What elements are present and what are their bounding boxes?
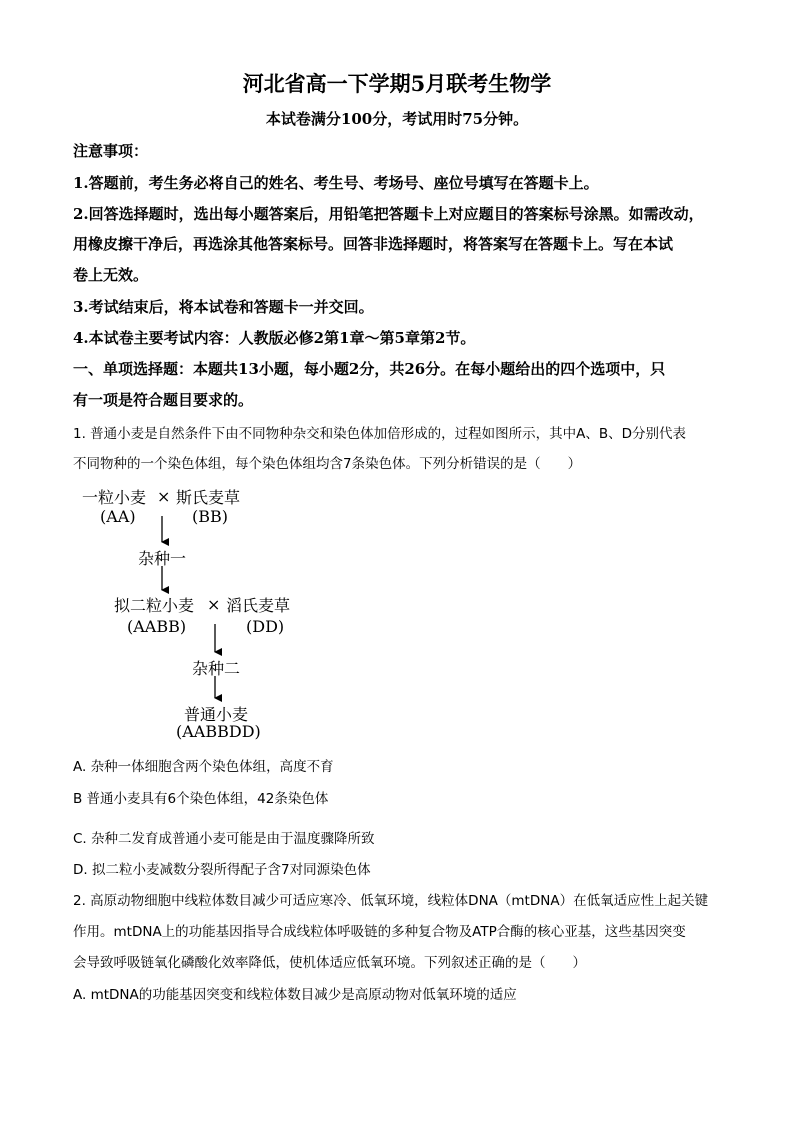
- parent-einkorn-name: 一粒小麦: [82, 488, 147, 507]
- page-title: 河北省高一下学期5月联考生物学: [242, 71, 552, 96]
- note-item-2-line-2: 用橡皮擦干净后，再选涂其他答案标号。回答非选择题时，将答案写在答题卡上。写在本试: [73, 235, 674, 253]
- exam-info: 本试卷满分100分，考试用时75分钟。: [265, 110, 529, 128]
- parent-emmer-genome: (AABB): [127, 617, 187, 636]
- section-heading-line-2: 有一项是符合题目要求的。: [73, 391, 254, 409]
- question-2-stem-line-2: 作用。mtDNA上的功能基因指导合成线粒体呼吸链的多种复合物及ATP合酶的核心亚基，这些基因突变: [73, 924, 686, 940]
- question-1-stem-line-2: 不同物种的一个染色体组，每个染色体组均含7条染色体。下列分析错误的是（ ）: [73, 456, 582, 472]
- question-1-option-a: A. 杂种一体细胞含两个染色体组，高度不育: [73, 759, 334, 775]
- parent-aegilops-speltoides-genome: (BB): [192, 507, 228, 526]
- question-2-option-a: A. mtDNA的功能基因突变和线粒体数目减少是高原动物对低氧环境的适应: [73, 987, 517, 1003]
- cross-symbol-1: ×: [157, 487, 171, 506]
- question-1-option-b: B 普通小麦具有6个染色体组，42条染色体: [73, 791, 329, 807]
- cross-symbol-2: ×: [207, 595, 221, 614]
- note-item-1: 1.答题前，考生务必将自己的姓名、考生号、考场号、座位号填写在答题卡上。: [73, 174, 599, 192]
- question-1-option-d: D. 拟二粒小麦减数分裂所得配子含7对同源染色体: [73, 862, 371, 878]
- common-wheat-genome: (AABBDD): [176, 722, 261, 741]
- note-item-2-line-3: 卷上无效。: [73, 266, 149, 284]
- hybrid-two-label: 杂种二: [192, 659, 241, 678]
- question-2-stem-line-3: 会导致呼吸链氧化磷酸化效率降低，使机体适应低氧环境。下列叙述正确的是（ ）: [73, 955, 586, 971]
- common-wheat-name: 普通小麦: [184, 705, 249, 724]
- note-item-3: 3.考试结束后，将本试卷和答题卡一并交回。: [73, 298, 374, 316]
- question-1-stem-line-1: 1. 普通小麦是自然条件下由不同物种杂交和染色体加倍形成的，过程如图所示，其中A、B、D分别代表: [73, 426, 687, 442]
- parent-aegilops-tauschii-genome: (DD): [246, 617, 285, 636]
- note-item-4: 4.本试卷主要考试内容：人教版必修2第1章～第5章第2节。: [73, 329, 476, 347]
- parent-aegilops-tauschii-name: 滔氏麦草: [226, 596, 291, 615]
- parent-aegilops-speltoides-name: 斯氏麦草: [176, 488, 241, 507]
- question-2-stem-line-1: 2. 高原动物细胞中线粒体数目减少可适应寒冷、低氧环境，线粒体DNA（mtDNA）在低氧适应性上起关键: [73, 893, 709, 909]
- note-item-2-line-1: 2.回答选择题时，选出每小题答案后，用铅笔把答题卡上对应题目的答案标号涂黑。如需改动，: [73, 205, 704, 223]
- section-heading-line-1: 一、单项选择题：本题共13小题，每小题2分，共26分。在每小题给出的四个选项中，只: [73, 360, 666, 378]
- parent-emmer-name: 拟二粒小麦: [114, 596, 195, 615]
- hybrid-one-label: 杂种一: [138, 549, 187, 568]
- parent-einkorn-genome: (AA): [100, 507, 136, 526]
- question-1-option-c: C. 杂种二发育成普通小麦可能是由于温度骤降所致: [73, 831, 375, 847]
- notes-heading: 注意事项：: [73, 142, 149, 160]
